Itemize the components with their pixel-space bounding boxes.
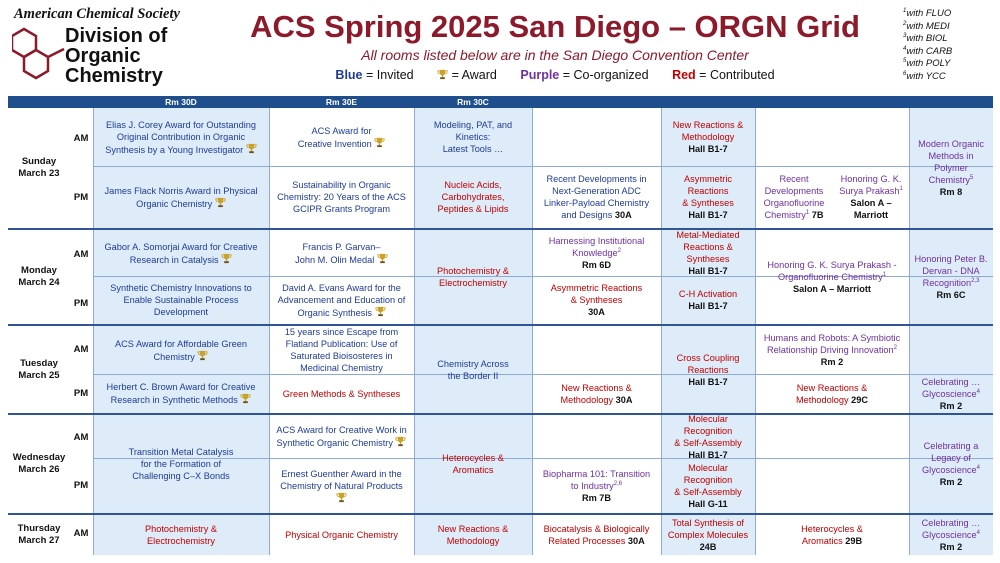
session-chemistry-across-border[interactable] <box>414 326 532 413</box>
session-synthetic-innovations[interactable] <box>93 276 269 324</box>
footnote-ref: 2,6 <box>613 480 623 487</box>
session-title: Herbert C. Brown Award for Creative Research in Synthetic Methods <box>106 382 256 405</box>
session-room: Rm 8 <box>939 187 963 197</box>
session-line: Biocatalysis & Biologically <box>543 524 650 534</box>
session-room: Marriott <box>853 210 889 220</box>
session-metal-mediated[interactable] <box>661 230 755 276</box>
session-green-chemistry-award[interactable] <box>93 326 269 374</box>
session-line: Latest Tools … <box>442 144 504 154</box>
session-room: Hall B1-7 <box>688 266 728 276</box>
session-line: Harnessing Institutional <box>548 236 645 246</box>
session-line: Biopharma 101: Transition <box>542 468 651 479</box>
division-line-3: Chemistry <box>65 65 163 87</box>
session-line: Photochemistry & <box>145 524 217 534</box>
session-line: Celebrating … <box>921 518 981 528</box>
session-line: Next-Generation ADC <box>552 186 641 196</box>
footnote-ref: 4 <box>976 529 980 536</box>
session-room: Rm 2 <box>939 477 963 487</box>
day-name: Wednesday <box>12 452 66 463</box>
session-line: Organofluorine <box>763 198 825 208</box>
session-adc[interactable] <box>532 166 661 228</box>
session-line: Creative Invention <box>297 138 372 149</box>
session-line: Asymmetric <box>684 174 732 184</box>
session-somorjai-award[interactable] <box>93 230 269 276</box>
session-photochem-mon[interactable] <box>414 230 532 324</box>
page-title: ACS Spring 2025 San Diego – ORGN Grid <box>250 9 860 44</box>
day-name: Monday <box>21 265 57 276</box>
session-glycoscience-wed[interactable] <box>909 415 993 513</box>
session-title: Ernest Guenther Award in the Chemistry of Natural Products <box>280 469 403 491</box>
footnote-number: 4 <box>903 45 907 52</box>
footnote-text: with FLUO <box>906 8 952 19</box>
footnote-number: 1 <box>903 7 907 14</box>
day-date: March 26 <box>18 464 60 475</box>
footnote-ref: 2 <box>893 344 897 351</box>
footnote-item <box>903 71 952 84</box>
session-line: Francis P. Garvan– <box>302 241 381 252</box>
session-line: Honoring G. K. Surya Prakash - <box>767 260 897 270</box>
page-subtitle: All rooms listed below are in the San Diego Convention Center <box>361 47 749 63</box>
session-line: Methods in <box>928 151 974 161</box>
day-name: Tuesday <box>20 357 58 369</box>
footnote-number: 2 <box>903 20 907 27</box>
session-title: James Flack Norris Award in Physical Organic Chemistry <box>104 185 258 209</box>
session-room: 30A <box>588 307 605 317</box>
session-room: Hall G-11 <box>688 498 728 509</box>
footnote-ref: 1 <box>882 271 887 278</box>
session-room: 29C <box>851 394 869 405</box>
session-line: Chemistry <box>928 175 970 185</box>
session-room: Salon A – <box>850 198 892 208</box>
trophy-icon <box>374 137 385 148</box>
session-room: Rm 2 <box>939 400 963 411</box>
session-room: Hall B1-7 <box>688 301 728 311</box>
legend-purple: Purple <box>520 68 560 82</box>
session-line: New Reactions & <box>561 382 632 393</box>
footnote-item <box>903 33 952 46</box>
session-dervan[interactable] <box>909 230 993 324</box>
session-line: Polymer <box>934 163 968 173</box>
legend-coorg: = Co-organized <box>562 68 649 82</box>
session-room: 7B <box>811 210 824 220</box>
session-line: Legacy of <box>931 453 971 463</box>
session-polymer[interactable] <box>909 108 993 228</box>
session-brown-award[interactable] <box>93 374 269 413</box>
session-humans-robots[interactable] <box>755 326 909 374</box>
session-line: Kinetics: <box>455 132 491 142</box>
session-line: Reactions & <box>683 242 733 252</box>
session-line: for the Formation of <box>140 459 222 469</box>
legend-red: Red <box>672 68 696 82</box>
session-line: Humans and Robots: A Symbiotic <box>763 333 901 343</box>
session-line: New Reactions & <box>796 382 868 393</box>
day-name: Thursday <box>17 523 61 534</box>
session-heterocycles-thu[interactable] <box>755 515 909 555</box>
footnote-number: 3 <box>903 32 907 39</box>
session-line: Syntheses <box>686 254 730 264</box>
session-line: Reactions <box>687 364 729 375</box>
session-line: Relationship Driving Innovation <box>767 345 894 355</box>
day-date: March 23 <box>18 168 60 179</box>
session-heterocycles-wed[interactable] <box>414 415 532 513</box>
session-glycoscience-thu[interactable] <box>909 515 993 555</box>
day-thursday <box>8 515 70 555</box>
session-line: Molecular <box>688 462 728 473</box>
day-date: March 24 <box>18 277 60 288</box>
session-glycoscience-tue[interactable] <box>909 374 993 413</box>
session-room: Rm 2 <box>820 357 844 367</box>
session-room: Hall B1-7 <box>688 449 728 458</box>
session-title: Elias J. Corey Award for Outstanding Original Contribution in Organic Synthesis by a Young Investigator <box>105 119 256 155</box>
session-prakash-sun[interactable] <box>833 166 909 228</box>
hexagon-logo-icon <box>12 25 66 85</box>
session-line: New Reactions & <box>672 120 744 130</box>
legend <box>225 68 885 82</box>
session-line: Chemistry <box>764 210 806 220</box>
session-room: Rm 6D <box>581 260 612 270</box>
trophy-icon <box>377 253 388 264</box>
footnote-text: with YCC <box>906 70 946 82</box>
trophy-icon <box>215 197 226 208</box>
division-name <box>65 26 167 86</box>
session-title: Sustainability in Organic Chemistry: 20 Years of the ACS GCIPR Grants Program <box>277 180 406 214</box>
footnote-text: with POLY <box>906 58 951 69</box>
room-30c-label: Rm 30C <box>457 97 489 107</box>
footnote-item <box>903 21 952 34</box>
session-line: Celebrating … <box>921 376 981 387</box>
session-line: Modeling, PAT, and <box>433 120 513 130</box>
session-biopharma[interactable] <box>532 458 661 513</box>
session-nucleic-acids[interactable] <box>414 166 532 228</box>
am-label: AM <box>73 528 89 539</box>
session-guenther-award[interactable] <box>269 458 414 513</box>
session-line: Methodology <box>446 536 500 546</box>
footnote-text: with BIOL <box>906 33 948 44</box>
session-line: Complex Molecules <box>667 530 749 540</box>
session-room: 30A <box>614 210 632 220</box>
session-escape-flatland[interactable] <box>269 326 414 374</box>
trophy-icon <box>221 253 232 264</box>
session-line: Linker-Payload Chemistry <box>543 198 650 208</box>
session-line: Heterocycles & <box>801 524 863 534</box>
trophy-icon <box>375 306 386 317</box>
session-line: Recognition <box>683 425 733 436</box>
session-room: 24B <box>699 542 717 552</box>
session-line: to Industry <box>570 480 614 491</box>
session-line: Heterocycles & <box>442 453 504 463</box>
session-molecular-recognition-b17[interactable] <box>661 415 755 458</box>
session-harnessing[interactable] <box>532 230 661 276</box>
session-line: Related Processes <box>548 536 626 546</box>
session-biocatalysis[interactable] <box>532 515 661 555</box>
session-line: Electrochemistry <box>147 536 215 546</box>
session-line: Methodology <box>681 132 735 142</box>
schedule-grid <box>8 108 993 555</box>
footnote-ref: 4 <box>976 388 980 395</box>
session-line: Developments <box>764 186 824 196</box>
session-photochem-thu[interactable] <box>93 515 269 555</box>
session-line: Electrochemistry <box>439 278 507 288</box>
session-line: & Syntheses <box>682 198 734 208</box>
session-prakash-mon[interactable] <box>755 230 909 324</box>
session-room: 30A <box>615 394 633 405</box>
session-line: Celebrating a <box>923 441 979 451</box>
session-green-methods[interactable] <box>269 374 414 413</box>
session-new-reactions-tue-29c[interactable] <box>755 374 909 413</box>
trophy-icon <box>395 436 406 447</box>
session-line: ACS Award for <box>311 125 372 136</box>
session-line: New Reactions & <box>437 524 509 534</box>
day-name: Sunday <box>21 156 57 167</box>
session-line: Chemistry Across <box>437 358 509 369</box>
room-30e-label: Rm 30E <box>325 97 358 107</box>
session-evans-award[interactable] <box>269 276 414 324</box>
am-label: AM <box>73 133 89 144</box>
session-line: Methodology <box>795 394 849 405</box>
session-line: Reactions <box>687 186 729 196</box>
session-line: Glycoscience <box>922 530 977 540</box>
session-line: Methodology <box>560 394 614 405</box>
session-room: 30A <box>627 536 645 546</box>
trophy-icon <box>437 69 448 80</box>
session-corey-award[interactable] <box>93 108 269 166</box>
session-line: Molecular <box>688 415 728 424</box>
footnote-item <box>903 58 952 71</box>
session-line: Honoring G. K. <box>840 174 902 184</box>
session-line: and Designs <box>561 210 613 220</box>
session-line: Glycoscience <box>922 388 977 399</box>
session-line: Modern Organic <box>918 139 984 149</box>
session-room: Salon A – Marriott <box>793 284 871 294</box>
session-line: Aromatics <box>801 536 843 546</box>
legend-award: = Award <box>451 68 497 82</box>
session-molecular-recognition-g11[interactable] <box>661 458 755 513</box>
day-tuesday <box>8 326 70 413</box>
footnote-ref: 2 <box>617 247 621 254</box>
session-line: Metal-Mediated <box>676 230 740 240</box>
session-new-reactions-tue[interactable] <box>532 374 661 413</box>
session-line: & Self-Assembly <box>674 486 742 497</box>
day-date: March 27 <box>18 535 60 546</box>
session-room: Rm 7B <box>581 492 612 503</box>
am-label: AM <box>73 249 89 260</box>
pm-label: PM <box>73 480 89 491</box>
footnote-number: 6 <box>903 70 907 77</box>
session-line: John M. Olin Medal <box>295 254 375 265</box>
am-label: AM <box>73 432 89 443</box>
session-title: Physical Organic Chemistry <box>285 530 398 540</box>
trophy-icon <box>240 393 251 404</box>
footnotes <box>903 8 952 83</box>
session-title: ACS Award for Affordable Green Chemistry <box>115 338 247 362</box>
legend-contributed: = Contributed <box>699 68 775 82</box>
acs-society-name: American Chemical Society <box>14 6 180 22</box>
legend-blue: Blue <box>335 68 363 82</box>
session-norris-award[interactable] <box>93 166 269 228</box>
session-line: Challenging C–X Bonds <box>132 471 230 481</box>
legend-invited: = Invited <box>366 68 414 82</box>
footnote-number: 5 <box>903 57 907 64</box>
session-line: Glycoscience <box>922 465 977 475</box>
session-line: Photochemistry & <box>437 266 509 276</box>
footnote-ref: 2,3 <box>971 277 980 284</box>
division-line-2: Organic <box>65 45 141 67</box>
footnote-ref: 5 <box>970 174 974 181</box>
session-asymmetric-sun[interactable] <box>661 166 755 228</box>
trophy-icon <box>197 350 208 361</box>
session-transition-metal[interactable] <box>93 415 269 513</box>
session-title: ACS Award for Creative Work in Synthetic Organic Chemistry <box>276 425 407 448</box>
day-monday <box>8 230 70 324</box>
session-room: Rm 6C <box>936 290 966 300</box>
session-line: & Self-Assembly <box>674 437 742 448</box>
footnote-ref: 1 <box>805 209 810 216</box>
session-title: Gabor A. Somorjai Award for Creative Research in Catalysis <box>104 241 258 265</box>
session-room: Rm 2 <box>939 542 963 552</box>
division-line-1: Division of <box>65 25 168 47</box>
room-30d-label: Rm 30D <box>165 97 197 107</box>
session-line: & Syntheses <box>570 295 623 305</box>
session-line: Recognition <box>922 278 972 288</box>
session-room: Hall B1-7 <box>688 210 728 220</box>
session-title: Synthetic Chemistry Innovations to Enable Sustainable Process Development <box>110 283 252 317</box>
session-modeling-pat[interactable] <box>414 108 532 166</box>
session-sustainability[interactable] <box>269 166 414 228</box>
footnote-item <box>903 8 952 21</box>
day-sunday <box>8 108 70 228</box>
session-line: Nucleic Acids, <box>444 180 502 190</box>
session-creative-invention[interactable] <box>269 108 414 166</box>
session-line: Recent <box>779 174 809 184</box>
session-line: Organofluorine Chemistry <box>777 272 883 282</box>
session-room: Hall B1-7 <box>688 376 728 387</box>
session-title: Green Methods & Syntheses <box>282 388 401 399</box>
session-garvan-olin[interactable] <box>269 230 414 276</box>
session-organofluorine[interactable] <box>755 166 833 228</box>
session-line: Dervan - DNA <box>922 266 980 276</box>
pm-label: PM <box>73 298 89 309</box>
session-total-synthesis[interactable] <box>661 515 755 555</box>
session-line: Peptides & Lipids <box>437 204 509 214</box>
session-line: Recognition <box>683 474 733 485</box>
session-line: Cross Coupling <box>676 352 740 363</box>
session-title: 15 years since Escape from Flatland Publication: Use of Saturated Bioisosteres in Medicinal Chemistry <box>284 327 399 373</box>
session-room: Hall B1-7 <box>688 144 728 154</box>
session-line: Total Synthesis of <box>671 518 744 528</box>
trophy-icon <box>246 143 257 154</box>
pm-label: PM <box>73 388 89 399</box>
session-physical-organic[interactable] <box>269 515 414 555</box>
session-ch-activation[interactable] <box>661 276 755 324</box>
session-line: the Border II <box>447 370 499 381</box>
session-line: Transition Metal Catalysis <box>128 447 234 457</box>
footnote-ref: 4 <box>976 464 980 471</box>
session-line: Knowledge <box>572 248 618 258</box>
day-wednesday <box>8 415 70 513</box>
session-room: 29B <box>845 536 863 546</box>
trophy-icon <box>336 492 347 503</box>
session-new-reactions-thu[interactable] <box>414 515 532 555</box>
session-creative-work-award[interactable] <box>269 415 414 458</box>
session-asymmetric-mon[interactable] <box>532 276 661 324</box>
session-cross-coupling[interactable] <box>661 326 755 413</box>
session-line: Honoring Peter B. <box>914 254 988 264</box>
session-line: Asymmetric Reactions <box>550 283 643 293</box>
session-line: Surya Prakash <box>839 186 900 196</box>
footnote-text: with CARB <box>906 45 953 57</box>
footnote-ref: 1 <box>899 185 903 192</box>
pm-label: PM <box>73 192 89 203</box>
session-line: C-H Activation <box>678 289 738 299</box>
session-line: Aromatics <box>452 465 494 475</box>
session-line: Recent Developments in <box>546 174 647 184</box>
session-title: David A. Evans Award for the Advancement and Education of Organic Synthesis <box>277 282 406 318</box>
session-line: Carbohydrates, <box>441 192 505 202</box>
footnote-text: with MEDI <box>906 20 950 32</box>
footnote-item <box>903 46 952 59</box>
day-date: March 25 <box>18 369 60 381</box>
session-new-reactions-sun[interactable] <box>661 108 755 166</box>
am-label: AM <box>73 344 89 355</box>
